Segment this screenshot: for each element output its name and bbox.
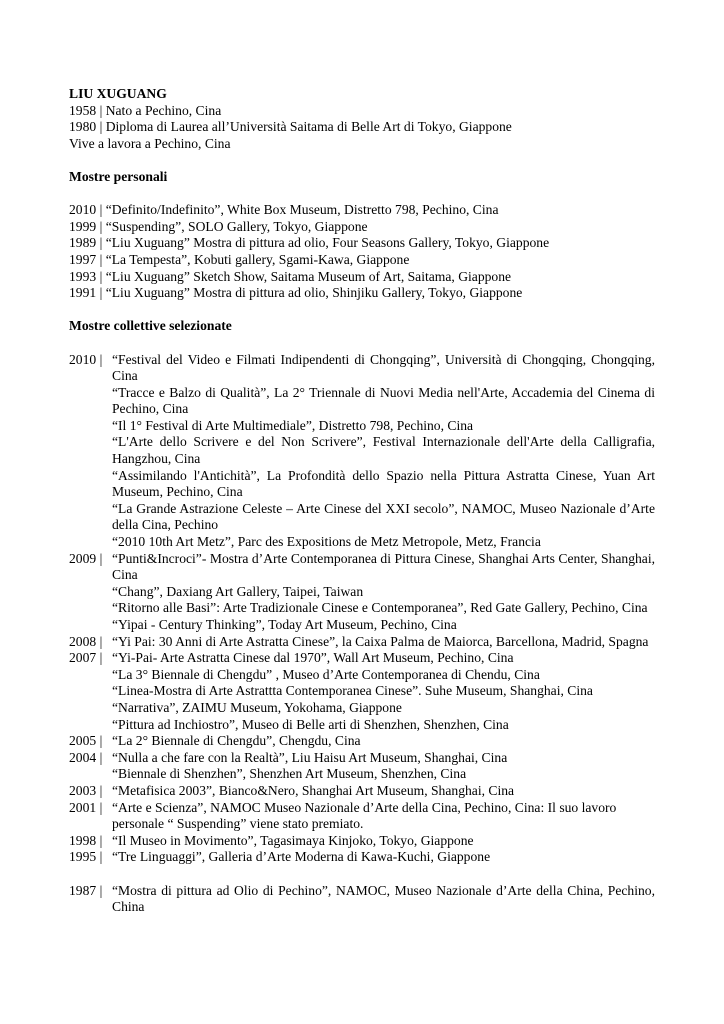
- year-label: 2008 |: [69, 633, 103, 649]
- exhibition-entry: “Ritorno alle Basi”: Arte Tradizionale Cinese e Contemporanea”, Red Gate Gallery, Pechino, Cina: [112, 600, 648, 616]
- year-group: [69, 733, 655, 750]
- solo-exhibition-line: 1997 | “La Tempesta”, Kobuti gallery, Sgami-Kawa, Giappone: [69, 251, 410, 267]
- year-label: 2003 |: [69, 782, 103, 798]
- exhibition-entry: “La Grande Astrazione Celeste – Arte Cinese del XXI secolo”, NAMOC, Museo Nazionale d’Arte della Cina, Pechino: [112, 500, 655, 533]
- year-group: [69, 800, 655, 833]
- solo-exhibition-line: 2010 | “Definito/Indefinito”, White Box Museum, Distretto 798, Pechino, Cina: [69, 202, 499, 218]
- year-group: [69, 883, 655, 916]
- bio-line: Vive a lavora a Pechino, Cina: [69, 135, 231, 151]
- year-label: 1987 |: [69, 882, 103, 898]
- year-label: 2001 |: [69, 799, 103, 815]
- exhibition-entry: “Mostra di pittura ad Olio di Pechino”, NAMOC, Museo Nazionale d’Arte della China, Pechino, China: [112, 882, 655, 915]
- exhibition-entry: “Narrativa”, ZAIMU Museum, Yokohama, Giappone: [112, 699, 402, 715]
- year-group: [69, 650, 655, 733]
- exhibition-entry: “Biennale di Shenzhen”, Shenzhen Art Museum, Shenzhen, Cina: [112, 766, 467, 782]
- year-group: [69, 750, 655, 783]
- group-exhibitions-heading: Mostre collettive selezionate: [69, 318, 232, 334]
- year-label: 2005 |: [69, 733, 103, 749]
- year-group: [69, 783, 655, 800]
- year-label: 2009 |: [69, 550, 103, 566]
- exhibition-entry: “Arte e Scienza”, NAMOC Museo Nazionale d’Arte della Cina, Pechino, Cina: Il suo lavoro personale “ Suspending” viene stato premiato.: [112, 799, 617, 832]
- exhibition-entry: “Festival del Video e Filmati Indipendenti di Chongqing”, Università di Chongqing, Chongqing, Cina: [112, 351, 655, 384]
- exhibition-entry: “Linea-Mostra di Arte Astrattta Contemporanea Cinese”. Suhe Museum, Shanghai, Cina: [112, 683, 593, 699]
- document-body: [69, 86, 655, 916]
- year-label: 2010 |: [69, 351, 103, 367]
- year-group: [69, 352, 655, 551]
- exhibition-entry: “La 2° Biennale di Chengdu”, Chengdu, Cina: [112, 733, 361, 749]
- exhibition-entry: “L'Arte dello Scrivere e del Non Scrivere”, Festival Internazionale dell'Arte della Calligrafia, Hangzhou, Cina: [112, 434, 655, 467]
- year-label: 2007 |: [69, 650, 103, 666]
- exhibition-entry: “Yi-Pai- Arte Astratta Cinese dal 1970”, Wall Art Museum, Pechino, Cina: [112, 650, 514, 666]
- exhibition-entry: “Yi Pai: 30 Anni di Arte Astratta Cinese”, la Caixa Palma de Maiorca, Barcellona, Madrid, Spagna: [112, 633, 649, 649]
- year-group: [69, 849, 655, 866]
- year-group: [69, 551, 655, 634]
- year-label: 1995 |: [69, 849, 103, 865]
- exhibition-entry: “Tracce e Balzo di Qualità”, La 2° Triennale di Nuovi Media nell'Arte, Accademia del Cinema di Pechino, Cina: [112, 384, 655, 417]
- bio-line: 1958 | Nato a Pechino, Cina: [69, 102, 222, 118]
- solo-exhibitions-heading: Mostre personali: [69, 168, 168, 184]
- exhibition-entry: “Punti&Incroci”- Mostra d’Arte Contemporanea di Pittura Cinese, Shanghai Arts Center, Shanghai, Cina: [112, 550, 655, 583]
- exhibition-entry: “Pittura ad Inchiostro”, Museo di Belle arti di Shenzhen, Shenzhen, Cina: [112, 716, 509, 732]
- artist-name: LIU XUGUANG: [69, 86, 167, 101]
- year-group: [69, 634, 655, 651]
- solo-exhibition-line: 1991 | “Liu Xuguang” Mostra di pittura ad olio, Shinjiku Gallery, Tokyo, Giappone: [69, 285, 523, 301]
- bio-line: 1980 | Diploma di Laurea all’Università Saitama di Belle Art di Tokyo, Giappone: [69, 119, 512, 135]
- exhibition-entry: “La 3° Biennale di Chengdu” , Museo d’Arte Contemporanea di Chendu, Cina: [112, 666, 540, 682]
- exhibition-entry: “Il 1° Festival di Arte Multimediale”, Distretto 798, Pechino, Cina: [112, 417, 474, 433]
- year-label: 1998 |: [69, 832, 103, 848]
- solo-exhibition-line: 1999 | “Suspending”, SOLO Gallery, Tokyo, Giappone: [69, 218, 368, 234]
- exhibition-entry: “2010 10th Art Metz”, Parc des Expositions de Metz Metropole, Metz, Francia: [112, 534, 541, 550]
- exhibition-entry: “Assimilando l'Antichità”, La Profondità dello Spazio nella Pittura Astratta Cinese, Yuan Art Museum, Pechino, Cina: [112, 467, 655, 500]
- exhibition-entry: “Yipai - Century Thinking”, Today Art Museum, Pechino, Cina: [112, 617, 457, 632]
- exhibition-entry: “Chang”, Daxiang Art Gallery, Taipei, Taiwan: [112, 583, 364, 599]
- exhibition-entry: “Nulla a che fare con la Realtà”, Liu Haisu Art Museum, Shanghai, Cina: [112, 749, 508, 765]
- exhibition-entry: “Metafisica 2003”, Bianco&Nero, Shanghai Art Museum, Shanghai, Cina: [112, 782, 515, 798]
- solo-exhibition-line: 1989 | “Liu Xuguang” Mostra di pittura ad olio, Four Seasons Gallery, Tokyo, Giappone: [69, 235, 550, 251]
- solo-exhibition-line: 1993 | “Liu Xuguang” Sketch Show, Saitama Museum of Art, Saitama, Giappone: [69, 268, 512, 284]
- year-label: 2004 |: [69, 749, 103, 765]
- exhibition-entry: “Il Museo in Movimento”, Tagasimaya Kinjoko, Tokyo, Giappone: [112, 832, 474, 848]
- year-group: [69, 833, 655, 850]
- exhibition-entry: “Tre Linguaggi”, Galleria d’Arte Moderna di Kawa-Kuchi, Giappone: [112, 849, 491, 865]
